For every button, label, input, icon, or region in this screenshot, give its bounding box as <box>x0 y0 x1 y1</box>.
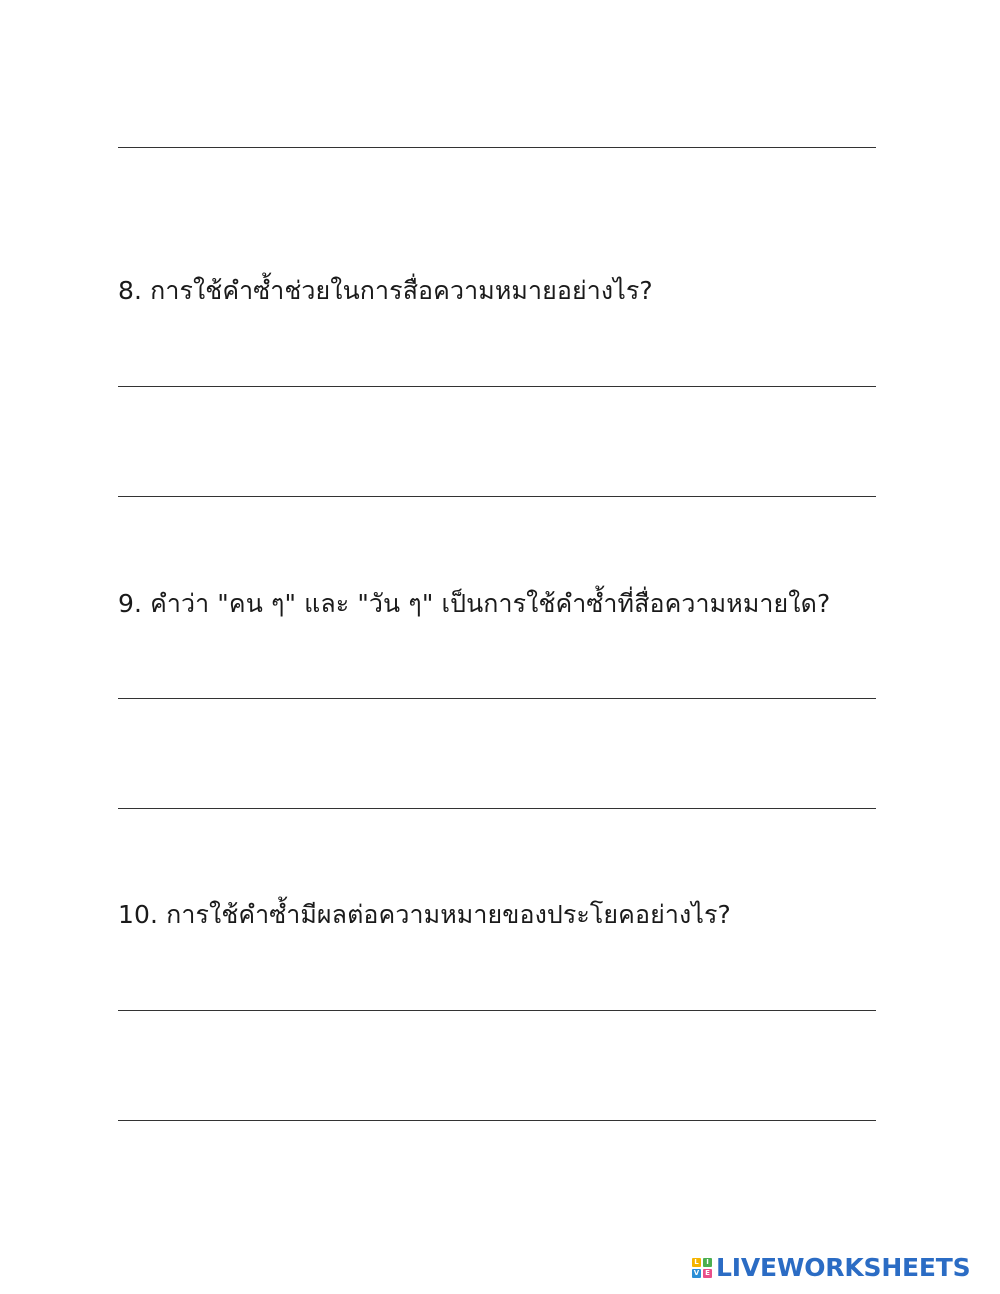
answer-line-10a[interactable] <box>118 1010 876 1011</box>
logo-square-l: L <box>692 1258 701 1267</box>
answer-line-8a[interactable] <box>118 386 876 387</box>
logo-square-i: I <box>703 1258 712 1267</box>
answer-line-9b[interactable] <box>118 808 876 809</box>
answer-line-10b[interactable] <box>118 1120 876 1121</box>
question-8: 8. การใช้คำซ้ำช่วยในการสื่อความหมายอย่างไร? <box>118 276 653 305</box>
answer-line-9a[interactable] <box>118 698 876 699</box>
question-9: 9. คำว่า "คน ๆ" และ "วัน ๆ" เป็นการใช้คำซ้ำที่สื่อความหมายใด? <box>118 589 831 618</box>
liveworksheets-logo-icon <box>692 1258 712 1278</box>
liveworksheets-logo-text: LIVEWORKSHEETS <box>716 1253 971 1282</box>
answer-line-7b[interactable] <box>118 147 876 148</box>
logo-square-v: V <box>693 1269 700 1277</box>
question-10: 10. การใช้คำซ้ำมีผลต่อความหมายของประโยคอย่างไร? <box>118 900 731 929</box>
logo-square-e: E <box>703 1269 712 1278</box>
answer-line-8b[interactable] <box>118 496 876 497</box>
liveworksheets-logo <box>692 1254 970 1282</box>
